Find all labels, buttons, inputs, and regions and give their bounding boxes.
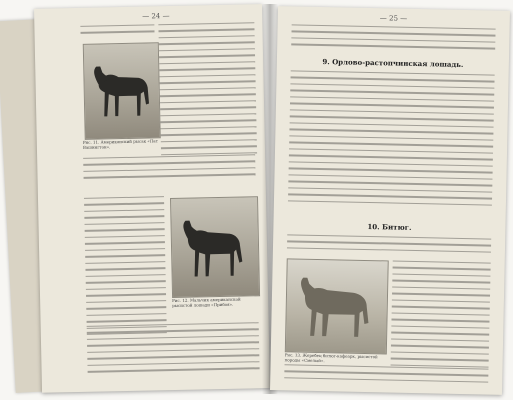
section-10-body: [390, 261, 490, 373]
left-lower-text: [84, 196, 167, 340]
figure-3-caption: Рис. 13. Жеребец битюг-кафеарк, рысистой породы «Смелый».: [284, 352, 378, 364]
right-page-number: — 25 —: [379, 14, 408, 23]
left-bottom-text: [87, 322, 260, 377]
horse-illustration: [84, 43, 160, 139]
figure-2-caption: Рис. 12. Мальчик американской рысистой лошади «Прибоя».: [172, 296, 241, 309]
right-page: [270, 6, 510, 395]
section-9-title: 9. Орлово-растопчинская лошадь.: [322, 57, 464, 69]
right-top-text: [291, 24, 495, 54]
section-10-title: 10. Битюг.: [367, 222, 412, 232]
section-9-body: [288, 70, 495, 210]
left-top-text: [158, 22, 257, 160]
left-top-full-text: [80, 24, 154, 39]
figure-photo-trotter: [83, 42, 161, 140]
horse-illustration: [286, 259, 388, 353]
left-middle-text: [83, 154, 256, 184]
section-10-bottom: [284, 364, 488, 388]
figure-photo-bitug: [285, 258, 389, 354]
left-page-number: — 24 —: [142, 12, 170, 21]
figure-1-caption: Рис. 11. Американский рысак «Пат Вашингтон».: [82, 138, 158, 150]
horse-illustration: [171, 197, 259, 297]
figure-photo-mare: [170, 196, 260, 298]
left-page: [34, 4, 270, 393]
section-10-intro: [287, 234, 491, 258]
